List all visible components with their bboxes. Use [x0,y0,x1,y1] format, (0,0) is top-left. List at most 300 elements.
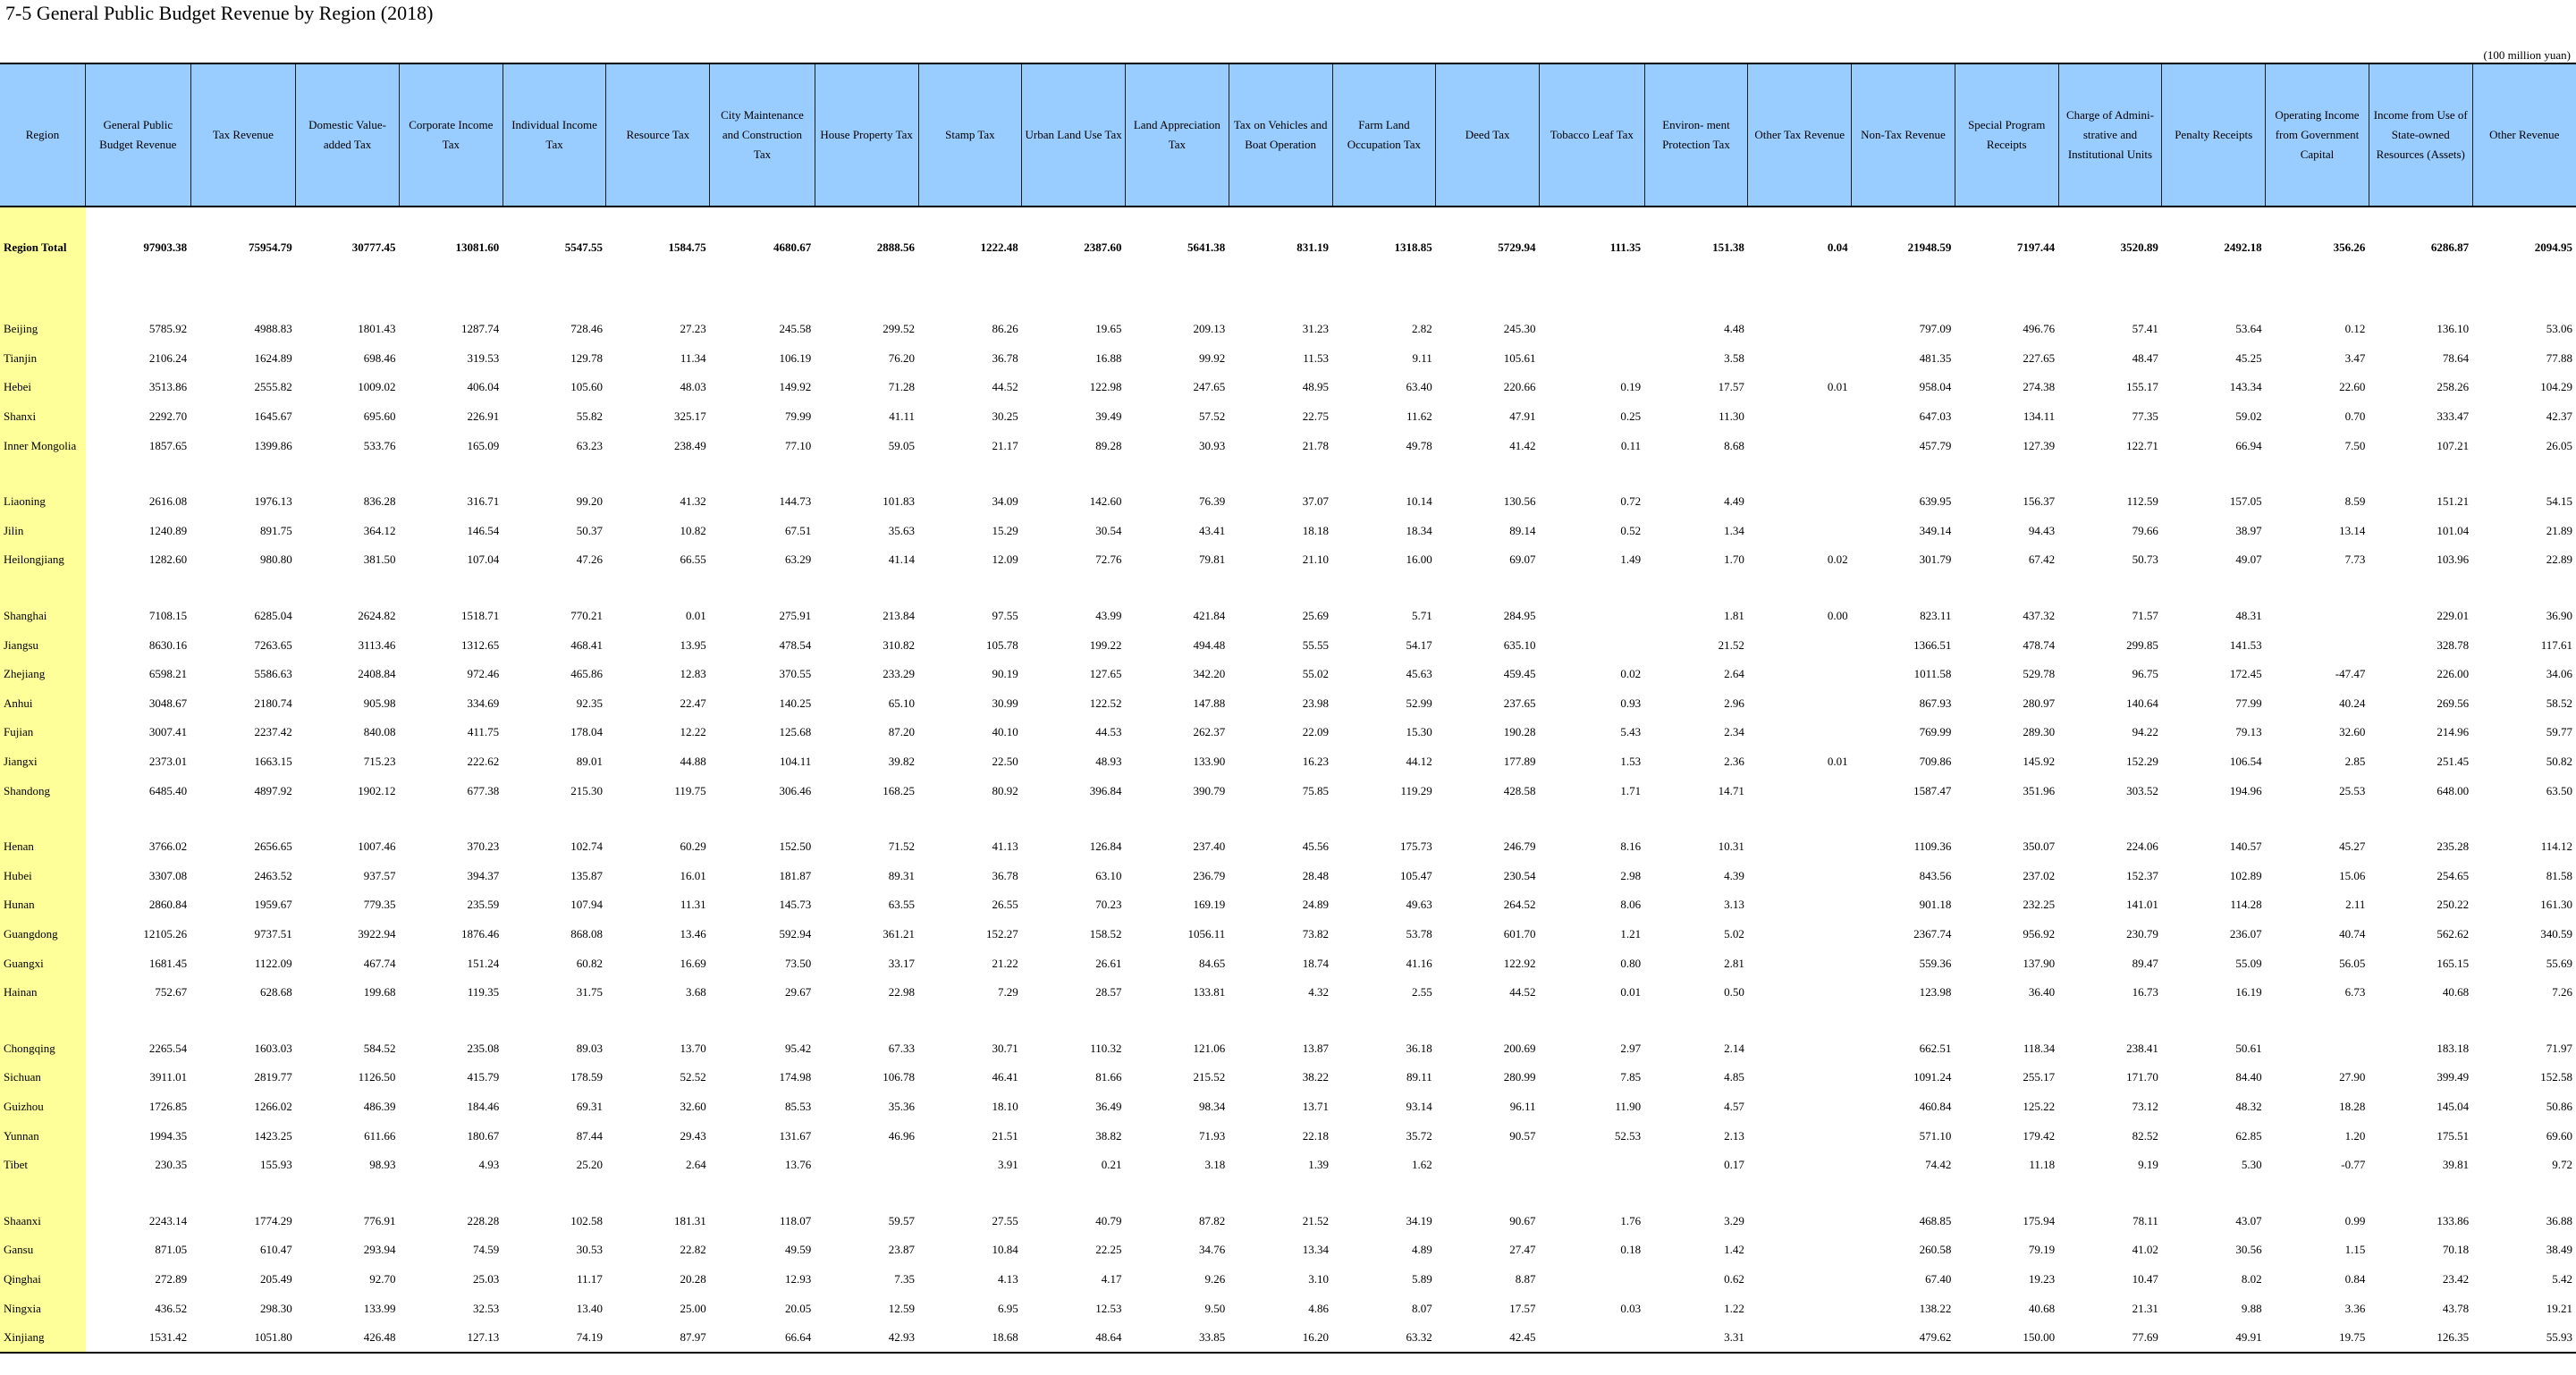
value-cell: 1007.46 [358,839,396,854]
value-cell: 199.22 [1089,637,1122,652]
value-cell: 177.89 [1503,755,1536,769]
empty-cell [503,460,606,487]
value-cell: 50.73 [2132,553,2158,567]
value-cell: 406.04 [467,380,500,394]
empty-cell [2058,288,2162,315]
empty-cell [2162,575,2266,602]
region-cell: Guangxi [0,949,86,978]
value-cell: 23.98 [1302,696,1330,710]
value-cell: 1624.89 [254,350,292,365]
value-cell: 21.22 [992,956,1018,970]
value-cell: 33.17 [888,956,916,970]
value-cell: 2.82 [1412,322,1432,336]
col-header: Urban Land Use Tax [1022,63,1126,207]
value-cell: 235.28 [2437,839,2470,854]
value-cell: 145.04 [2437,1099,2470,1113]
region-cell: Shanxi [0,402,86,432]
value-cell: 299.85 [2126,637,2158,652]
value-cell: 22.75 [1302,409,1330,424]
value-cell: 533.76 [363,438,396,452]
empty-cell [2266,1007,2369,1033]
value-cell [2266,630,2369,660]
value-cell: 11.90 [1615,1099,1642,1113]
value-cell: 4680.67 [773,240,812,254]
value-cell: 45.63 [1406,667,1432,681]
empty-cell [1332,460,1436,487]
empty-cell [606,460,710,487]
empty-cell [1748,288,1852,315]
value-cell: 41.13 [992,839,1018,854]
value-cell: 2.85 [2344,755,2366,769]
value-cell: 349.14 [1919,523,1952,537]
region-cell-empty [0,288,86,315]
value-cell: 1051.80 [254,1330,292,1345]
value-cell: 44.53 [1095,725,1122,739]
value-cell: 6598.21 [148,667,188,681]
value-cell [1436,1151,1540,1180]
value-cell: 0.01 [1827,755,1848,769]
value-cell: -47.47 [2335,667,2366,681]
region-cell: Jiangsu [0,630,86,660]
value-cell: 10.82 [680,523,706,537]
value-cell: 74.42 [1925,1158,1952,1172]
col-header: Resource Tax [606,63,710,207]
value-cell: 356.26 [2333,240,2366,254]
value-cell: 0.02 [1620,667,1642,681]
value-cell: 980.80 [259,553,292,567]
value-cell: 7.26 [2552,985,2572,1000]
empty-cell [1126,1007,1229,1033]
value-cell: 6285.04 [254,609,292,623]
value-cell: 342.20 [1193,667,1226,681]
value-cell: 465.86 [570,667,603,681]
empty-cell [1540,1007,1645,1033]
value-cell: 7108.15 [148,609,188,623]
value-cell: 67.40 [1925,1271,1952,1286]
value-cell: 5.02 [1724,926,1744,941]
value-cell [1748,402,1852,432]
region-cell: Xinjiang [0,1323,86,1354]
value-cell: 381.50 [363,553,396,567]
empty-cell [86,806,191,832]
value-cell: 14.71 [1718,783,1744,797]
col-header: Individual Income Tax [503,63,606,207]
table-row [0,890,2576,920]
value-cell: 180.67 [467,1128,500,1143]
value-cell: 1.39 [1308,1158,1330,1172]
value-cell: 3113.46 [358,637,396,652]
value-cell: 18.18 [1302,523,1330,537]
value-cell [1540,1265,1645,1295]
value-cell: 152.37 [2126,868,2158,882]
value-cell: 131.67 [779,1128,812,1143]
value-cell: 85.53 [785,1099,812,1113]
value-cell: 75954.79 [248,240,292,254]
empty-cell [710,460,815,487]
value-cell [1748,949,1852,978]
empty-cell [606,288,710,315]
empty-cell [1540,806,1645,832]
value-cell: 121.06 [1193,1041,1226,1055]
value-cell: 662.51 [1919,1041,1952,1055]
value-cell: 7.35 [894,1271,916,1286]
value-cell [1748,1063,1852,1092]
region-cell: Yunnan [0,1121,86,1151]
value-cell: 3922.94 [358,926,396,941]
region-cell: Tianjin [0,344,86,374]
value-cell: 49.78 [1406,438,1432,452]
value-cell: 40.68 [2028,1301,2056,1315]
value-cell: 190.28 [1503,725,1536,739]
value-cell [1748,1323,1852,1354]
value-cell: 214.96 [2437,725,2470,739]
value-cell: 559.36 [1919,956,1952,970]
value-cell: 7.85 [1620,1070,1642,1084]
empty-cell [190,575,296,602]
value-cell [1748,1294,1852,1323]
value-cell: 205.49 [259,1271,292,1286]
value-cell: 89.03 [576,1041,603,1055]
empty-cell [1955,460,2058,487]
value-cell: 1056.11 [1187,926,1226,941]
value-cell: 6.73 [2344,985,2366,1000]
value-cell: 45.25 [2235,350,2262,365]
value-cell: 44.88 [680,755,706,769]
table-row [0,431,2576,460]
value-cell: 2094.95 [2534,240,2572,254]
value-cell: 25.00 [680,1301,706,1315]
value-cell: 280.99 [1503,1070,1536,1084]
value-cell: 21948.59 [1907,240,1952,254]
value-cell: 972.46 [467,667,500,681]
value-cell [1748,832,1852,862]
value-cell: 82.52 [2132,1128,2158,1143]
value-cell: 648.00 [2437,783,2470,797]
value-cell: 71.52 [888,839,916,854]
value-cell: 13.95 [680,637,706,652]
value-cell: 2555.82 [254,380,292,394]
value-cell: 235.08 [467,1041,500,1055]
value-cell: 8.59 [2344,494,2366,509]
value-cell: 1.21 [1620,926,1642,941]
value-cell: 901.18 [1919,898,1952,912]
value-cell: 89.14 [1509,523,1536,537]
value-cell: 22.09 [1302,725,1330,739]
value-cell: 53.78 [1406,926,1432,941]
value-cell: 22.50 [992,755,1018,769]
value-cell: 328.78 [2437,637,2470,652]
value-cell: 1109.36 [1913,839,1952,854]
value-cell: 169.19 [1193,898,1226,912]
value-cell: 122.92 [1503,956,1536,970]
value-cell: 71.57 [2132,609,2158,623]
value-cell: 111.35 [1609,240,1642,254]
value-cell: 12.93 [785,1271,812,1286]
empty-cell [1852,460,1955,487]
value-cell: 97.55 [992,609,1018,623]
value-cell: 145.92 [2023,755,2056,769]
value-cell: 2373.01 [148,755,188,769]
value-cell: 299.52 [883,322,916,336]
value-cell: 1.81 [1724,609,1744,623]
col-header: Corporate Income Tax [399,63,503,207]
value-cell: -0.77 [2341,1158,2366,1172]
value-cell: 76.39 [1199,494,1226,509]
value-cell: 298.30 [259,1301,292,1315]
empty-cell [399,460,503,487]
value-cell: 5.89 [1412,1271,1432,1286]
value-cell: 44.52 [1509,985,1536,1000]
value-cell: 147.88 [1193,696,1226,710]
region-cell: Qinghai [0,1265,86,1295]
value-cell: 90.67 [1509,1213,1536,1227]
value-cell: 12.53 [1095,1301,1122,1315]
value-cell: 34.76 [1199,1243,1226,1257]
value-cell: 194.96 [2229,783,2262,797]
value-cell: 99.92 [1199,350,1226,365]
value-cell: 0.00 [1827,609,1848,623]
value-cell: 227.65 [2023,350,2056,365]
value-cell: 9737.51 [254,926,292,941]
value-cell: 36.88 [2546,1213,2572,1227]
value-cell: 15.30 [1406,725,1432,739]
value-cell: 677.38 [467,783,500,797]
value-cell: 135.87 [570,868,603,882]
value-cell: 63.55 [888,898,916,912]
value-cell: 32.60 [680,1099,706,1113]
value-cell: 38.82 [1095,1128,1122,1143]
value-cell: 52.99 [1406,696,1432,710]
value-cell: 46.41 [992,1070,1018,1084]
value-cell: 1518.71 [460,609,500,623]
value-cell [1748,517,1852,546]
value-cell: 52.52 [680,1070,706,1084]
value-cell: 752.67 [155,985,188,1000]
value-cell: 43.41 [1199,523,1226,537]
value-cell: 26.55 [992,898,1018,912]
empty-cell [296,1179,400,1206]
value-cell: 3.91 [998,1158,1018,1172]
empty-cell [1126,288,1229,315]
value-cell: 145.73 [779,898,812,912]
value-cell: 306.46 [779,783,812,797]
value-cell: 59.57 [888,1213,916,1227]
table-row [0,344,2576,374]
table-row [0,402,2576,432]
value-cell: 84.40 [2235,1070,2262,1084]
empty-cell [1436,1007,1540,1033]
empty-cell [1229,806,1332,832]
region-cell: Fujian [0,718,86,747]
empty-cell [815,806,918,832]
value-cell: 7.29 [998,985,1018,1000]
value-cell: 49.07 [2235,553,2262,567]
value-cell: 48.64 [1095,1330,1122,1345]
value-cell: 52.53 [1614,1128,1642,1143]
value-cell: 63.10 [1095,868,1122,882]
empty-cell [296,288,400,315]
empty-cell [1229,575,1332,602]
value-cell: 127.65 [1089,667,1122,681]
value-cell: 4.39 [1724,868,1744,882]
value-cell: 22.60 [2339,380,2366,394]
value-cell: 66.94 [2235,438,2262,452]
value-cell: 87.97 [680,1330,706,1345]
value-cell: 8.87 [1515,1271,1536,1286]
value-cell: 94.43 [2028,523,2056,537]
value-cell: 1.34 [1724,523,1744,537]
value-cell: 230.35 [155,1158,188,1172]
value-cell: 36.90 [2546,609,2572,623]
value-cell: 8.07 [1412,1301,1432,1315]
table-row [0,862,2576,891]
value-cell: 10.14 [1406,494,1432,509]
value-cell: 30.99 [992,696,1018,710]
value-cell: 41.02 [2132,1243,2158,1257]
value-cell: 178.04 [570,725,603,739]
value-cell: 26.61 [1095,956,1122,970]
value-cell: 2.97 [1620,1041,1642,1055]
value-cell: 22.89 [2546,553,2572,567]
value-cell: 867.93 [1919,696,1952,710]
value-cell: 89.01 [576,755,603,769]
value-cell [1540,602,1645,631]
value-cell: 635.10 [1503,637,1536,652]
value-cell: 2.11 [2345,898,2366,912]
value-cell: 16.73 [2132,985,2158,1000]
value-cell: 303.52 [2126,783,2158,797]
value-cell: 36.49 [1095,1099,1122,1113]
empty-cell [1022,575,1126,602]
value-cell: 0.02 [1827,553,1848,567]
value-cell: 179.42 [2023,1128,2056,1143]
value-cell: 114.28 [2230,898,2262,912]
value-cell: 13.34 [1302,1243,1330,1257]
table-row [0,602,2576,631]
value-cell: 5729.94 [1498,240,1536,254]
value-cell: 73.82 [1302,926,1330,941]
value-cell: 50.86 [2546,1099,2572,1113]
value-cell: 90.57 [1509,1128,1536,1143]
value-cell: 16.23 [1302,755,1330,769]
value-cell: 262.37 [1193,725,1226,739]
value-cell: 77.88 [2546,350,2572,365]
region-cell: Guangdong [0,920,86,949]
value-cell: 496.76 [2023,322,2056,336]
value-cell: 4.32 [1308,985,1330,1000]
value-cell: 133.90 [1193,755,1226,769]
value-cell: 141.01 [2126,898,2158,912]
value-cell: 28.57 [1095,985,1122,1000]
value-cell [1748,487,1852,517]
table-row [0,978,2576,1008]
value-cell: 6.95 [998,1301,1018,1315]
value-cell: 79.13 [2235,725,2262,739]
value-cell: 2387.60 [1084,240,1122,254]
value-cell: 95.42 [785,1041,812,1055]
value-cell: 48.03 [680,380,706,394]
value-cell: 11.30 [1719,409,1744,424]
value-cell: 36.40 [2028,985,2056,1000]
value-cell: 1994.35 [148,1128,188,1143]
value-cell: 2180.74 [254,696,292,710]
empty-cell [918,1179,1022,1206]
value-cell: 1126.50 [358,1070,396,1084]
value-cell: 165.09 [467,438,500,452]
value-cell: 340.59 [2540,926,2572,941]
value-cell: 31.75 [576,985,603,1000]
value-cell: 21.17 [992,438,1018,452]
value-cell: 2237.42 [254,725,292,739]
value-cell: 325.17 [673,409,706,424]
value-cell: 361.21 [883,926,916,941]
empty-cell [190,1179,296,1206]
empty-cell [2058,575,2162,602]
empty-cell [1332,575,1436,602]
empty-cell [2472,575,2576,602]
value-cell: 73.12 [2132,1099,2158,1113]
value-cell: 127.13 [467,1330,500,1345]
value-cell: 55.55 [1302,637,1330,652]
value-cell: 66.64 [785,1330,812,1345]
value-cell: 106.19 [779,350,812,365]
value-cell: 47.26 [576,553,603,567]
value-cell: 25.20 [576,1158,603,1172]
value-cell: 4.57 [1724,1099,1744,1113]
value-cell: 101.83 [883,494,916,509]
value-cell: 275.91 [779,609,812,623]
value-cell: 1801.43 [358,322,396,336]
table-row [0,1063,2576,1092]
value-cell: 229.01 [2437,609,2470,623]
value-cell: 0.04 [1827,240,1848,254]
value-cell: 776.91 [363,1213,396,1227]
value-cell: 21.51 [992,1128,1018,1143]
value-cell [1748,978,1852,1008]
value-cell: 584.52 [363,1041,396,1055]
value-cell: 1603.03 [254,1041,292,1055]
table-row [0,1206,2576,1236]
value-cell: 226.91 [467,409,500,424]
empty-cell [1126,575,1229,602]
value-cell: 175.94 [2023,1213,2056,1227]
empty-cell [1126,1179,1229,1206]
empty-cell [503,1179,606,1206]
empty-cell [86,1179,191,1206]
value-cell: 215.30 [570,783,603,797]
table-row [0,689,2576,719]
value-cell: 13.70 [680,1041,706,1055]
value-cell: 18.74 [1302,956,1330,970]
empty-cell [2369,806,2472,832]
value-cell: 10.47 [2132,1271,2158,1286]
value-cell: 260.58 [1919,1243,1952,1257]
value-cell: 57.52 [1199,409,1226,424]
value-cell: 107.21 [2437,438,2470,452]
empty-cell [1748,575,1852,602]
value-cell: 69.07 [1509,553,1536,567]
value-cell: 94.22 [2132,725,2158,739]
empty-cell [1436,460,1540,487]
empty-cell [2472,806,2576,832]
region-cell: Heilongjiang [0,545,86,575]
empty-cell [1955,1007,2058,1033]
empty-cell [2472,1007,2576,1033]
value-cell: 0.11 [1620,438,1642,452]
empty-cell [296,1007,400,1033]
empty-cell [1436,575,1540,602]
col-header: Environ- ment Protection Tax [1644,63,1748,207]
